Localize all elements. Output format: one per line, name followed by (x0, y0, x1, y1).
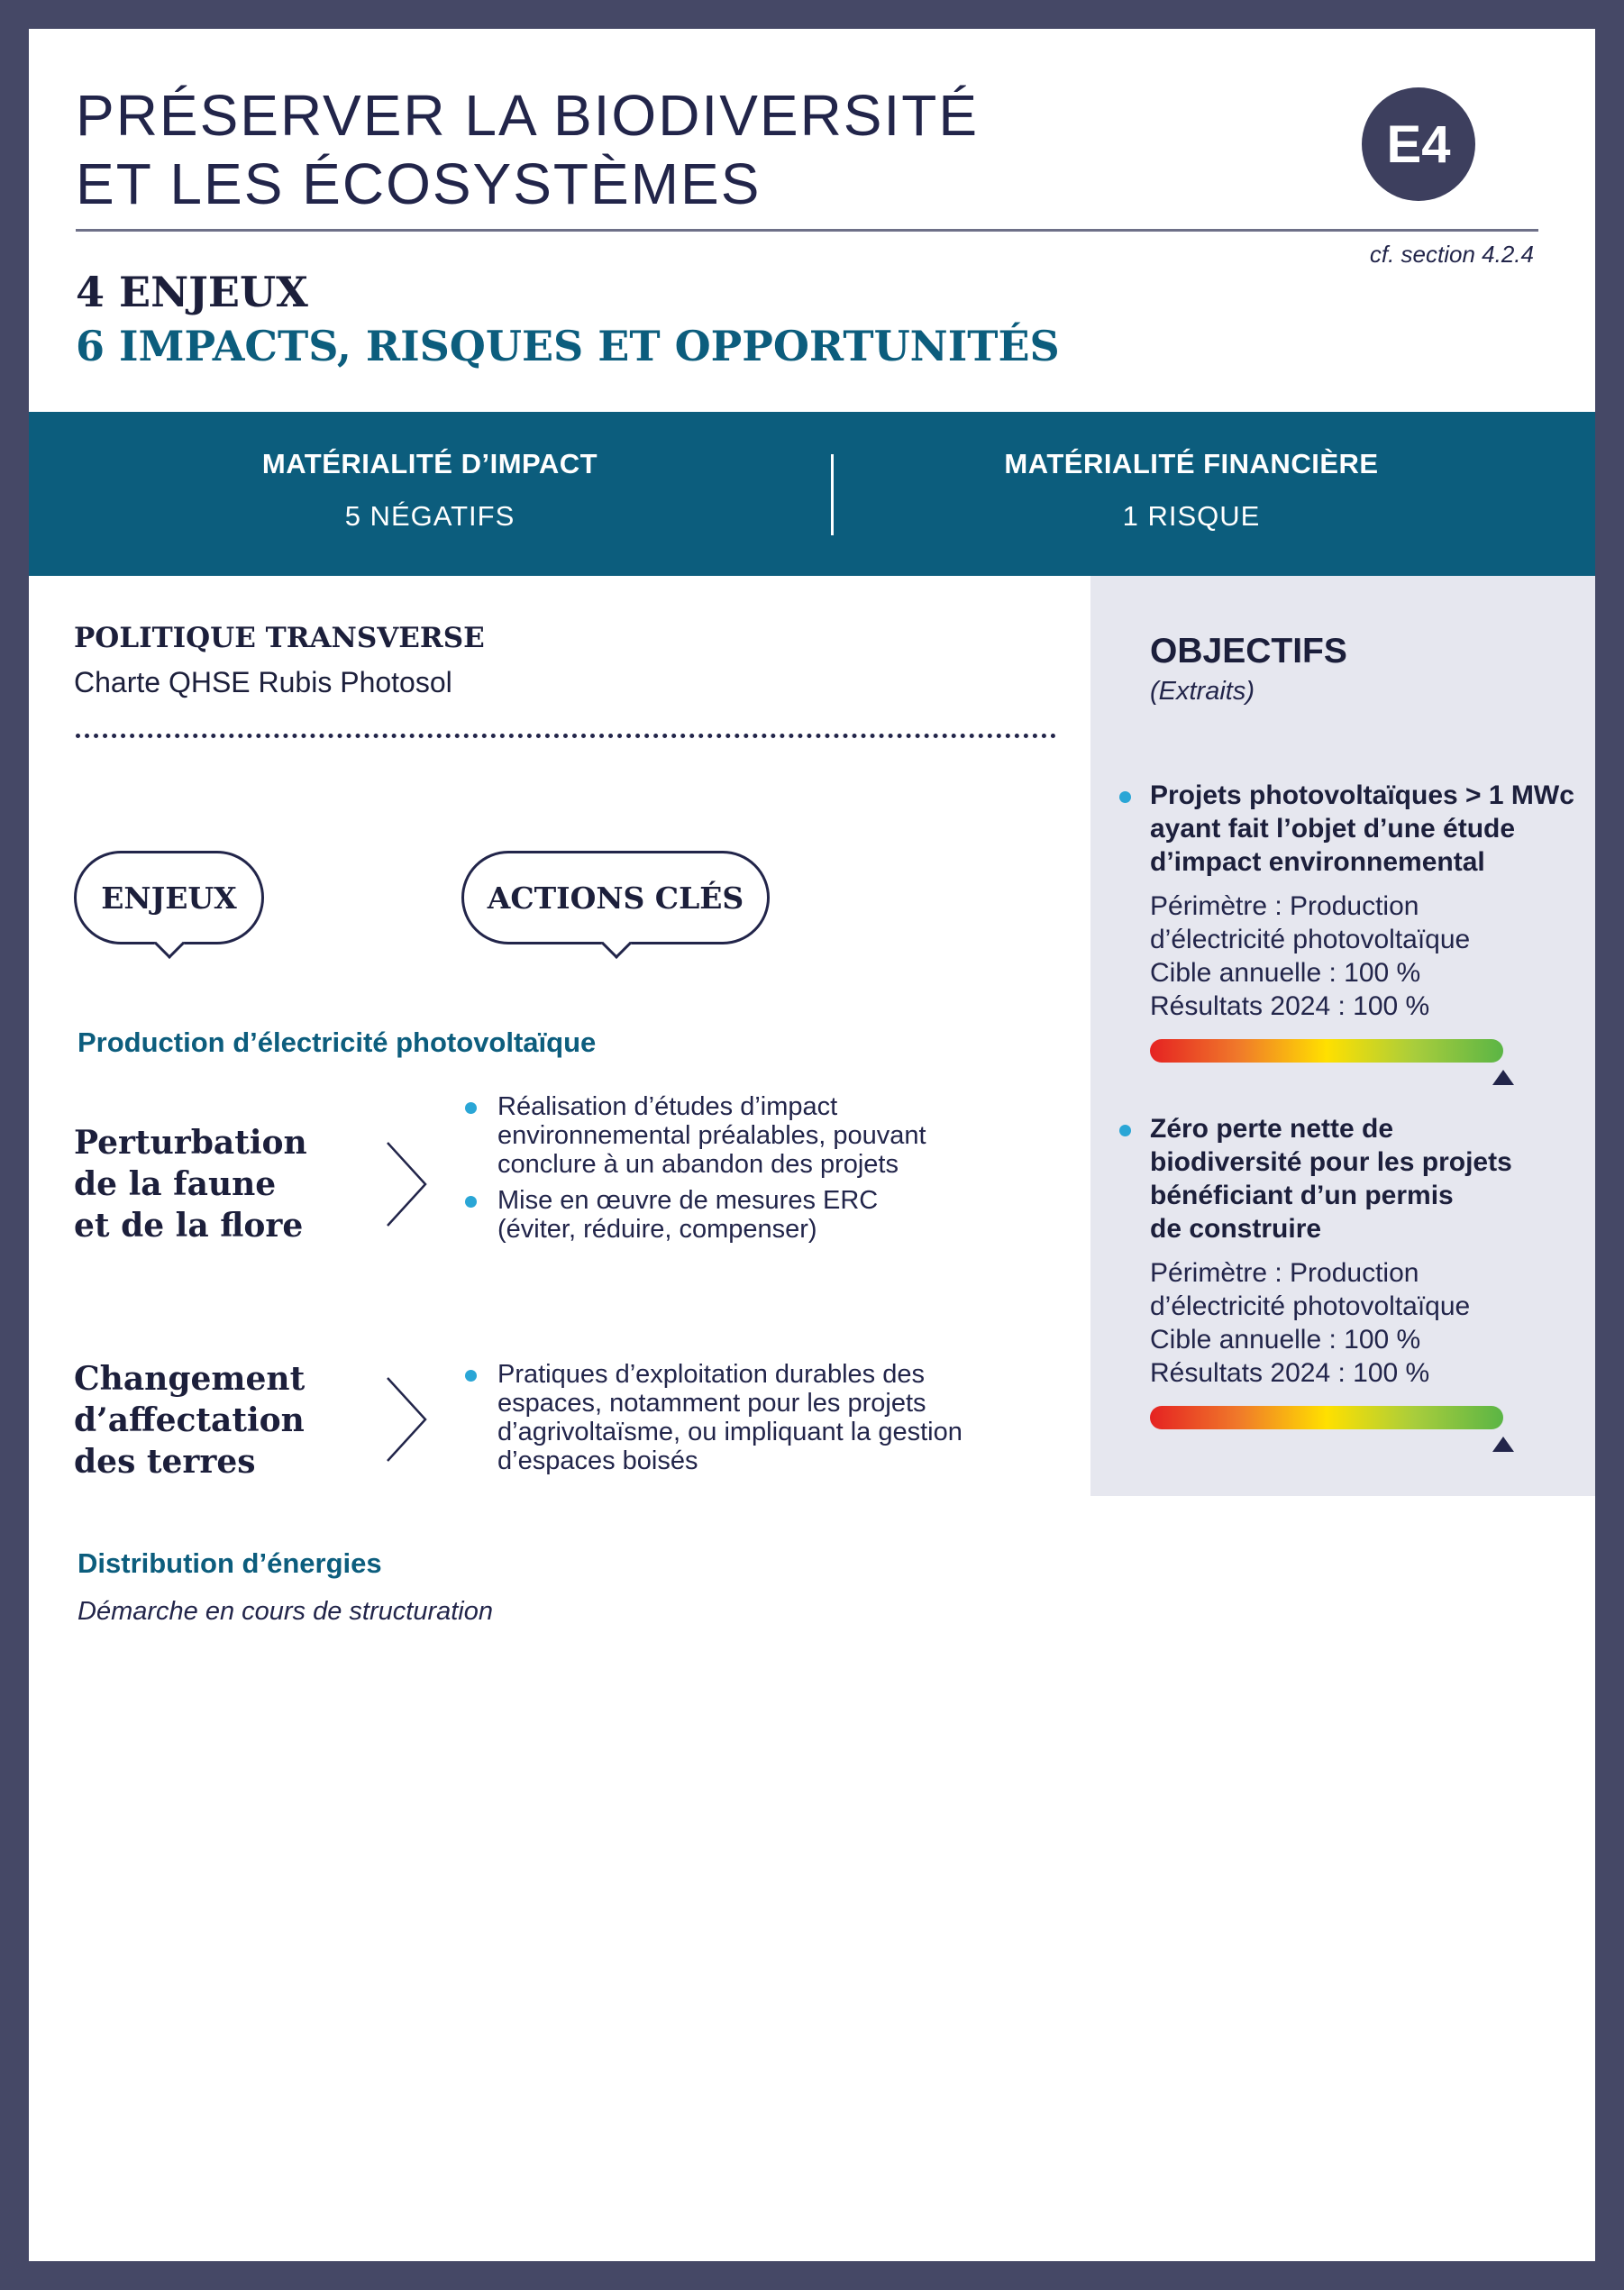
financial-materiality (921, 448, 1462, 533)
objective-details (1119, 890, 1583, 1023)
page-title (76, 81, 979, 218)
progress-gauge (1150, 1406, 1503, 1429)
gauge-marker-icon (1492, 1437, 1514, 1452)
objective-details (1119, 1256, 1583, 1390)
title-line-1: PRÉSERVER LA BIODIVERSITÉ (76, 83, 980, 148)
issue-line: des terres (74, 1443, 256, 1481)
objective-target: Cible annuelle : 100 % (1150, 958, 1421, 988)
actions-list (461, 1360, 963, 1483)
objective-perimeter: Périmètre : Production (1150, 1258, 1419, 1288)
enjeux-label: ENJEUX (101, 880, 237, 916)
policy-value: Charte QHSE Rubis Photosol (74, 666, 452, 698)
objectives-panel (1090, 576, 1595, 1496)
chevron-right-icon (377, 1374, 431, 1464)
objective-perimeter: d’électricité photovoltaïque (1150, 925, 1471, 954)
policy-title: POLITIQUE TRANSVERSE (74, 622, 485, 654)
section-reference: cf. section 4.2.4 (1369, 241, 1534, 268)
page (29, 29, 1595, 2261)
objective-perimeter: d’électricité photovoltaïque (1150, 1291, 1471, 1321)
objective-heading: Zéro perte nette de biodiversité pour les projets bénéficiant d’un permis de construire (1119, 1112, 1583, 1245)
materiality-band (29, 412, 1595, 576)
issue-line: de la faune (74, 1165, 277, 1203)
section-badge: E4 (1362, 87, 1475, 201)
title-line-2: ET LES ÉCOSYSTÈMES (76, 151, 762, 216)
list-item: Pratiques d’exploitation durables des espaces, notamment pour les projets d’agrivoltaïsme, ou impliquant la gestion d’espaces boisés (461, 1360, 963, 1475)
distribution-note: Démarche en cours de structuration (78, 1597, 493, 1626)
financial-materiality-title: MATÉRIALITÉ FINANCIÈRE (1004, 448, 1379, 479)
issue-line: Perturbation (74, 1124, 307, 1162)
impact-materiality-value: 5 NÉGATIFS (344, 500, 515, 532)
title-divider (76, 229, 1538, 232)
gauge-marker-icon (1492, 1070, 1514, 1085)
objectives-title: OBJECTIFS (1150, 632, 1347, 671)
progress-gauge (1150, 1039, 1503, 1063)
financial-materiality-value: 1 RISQUE (1122, 500, 1261, 532)
actions-label: ACTIONS CLÉS (487, 880, 744, 916)
actions-list (461, 1092, 926, 1251)
objectives-subtitle: (Extraits) (1150, 677, 1254, 706)
chevron-right-icon (377, 1139, 431, 1229)
dotted-divider (76, 734, 1056, 738)
objective-target: Cible annuelle : 100 % (1150, 1325, 1421, 1355)
objective-item (1119, 1112, 1583, 1429)
enjeux-count: 4 ENJEUX (76, 268, 308, 316)
section-heading-distribution: Distribution d’énergies (78, 1547, 382, 1579)
list-item: Réalisation d’études d’impact environnemental préalables, pouvant conclure à un abandon des projets (461, 1092, 926, 1179)
section-heading-photovoltaic: Production d’électricité photovoltaïque (78, 1026, 597, 1058)
issue-land-use (74, 1358, 305, 1483)
impact-materiality (160, 448, 700, 533)
issue-line: et de la flore (74, 1207, 304, 1245)
materiality-separator (831, 454, 834, 535)
iro-count: 6 IMPACTS, RISQUES ET OPPORTUNITÉS (76, 322, 1060, 370)
impact-materiality-title: MATÉRIALITÉ D’IMPACT (261, 448, 598, 479)
objective-heading: Projets photovoltaïques > 1 MWc ayant fait l’objet d’une étude d’impact environnemental (1119, 779, 1583, 879)
list-item: Mise en œuvre de mesures ERC (éviter, réduire, compenser) (461, 1186, 926, 1244)
issue-line: d’affectation (74, 1401, 305, 1439)
objective-perimeter: Périmètre : Production (1150, 891, 1419, 921)
issue-line: Changement (74, 1360, 306, 1398)
issue-fauna-flora (74, 1122, 307, 1246)
objective-item (1119, 779, 1583, 1063)
objective-result: Résultats 2024 : 100 % (1150, 1358, 1430, 1388)
objective-result: Résultats 2024 : 100 % (1150, 991, 1430, 1021)
